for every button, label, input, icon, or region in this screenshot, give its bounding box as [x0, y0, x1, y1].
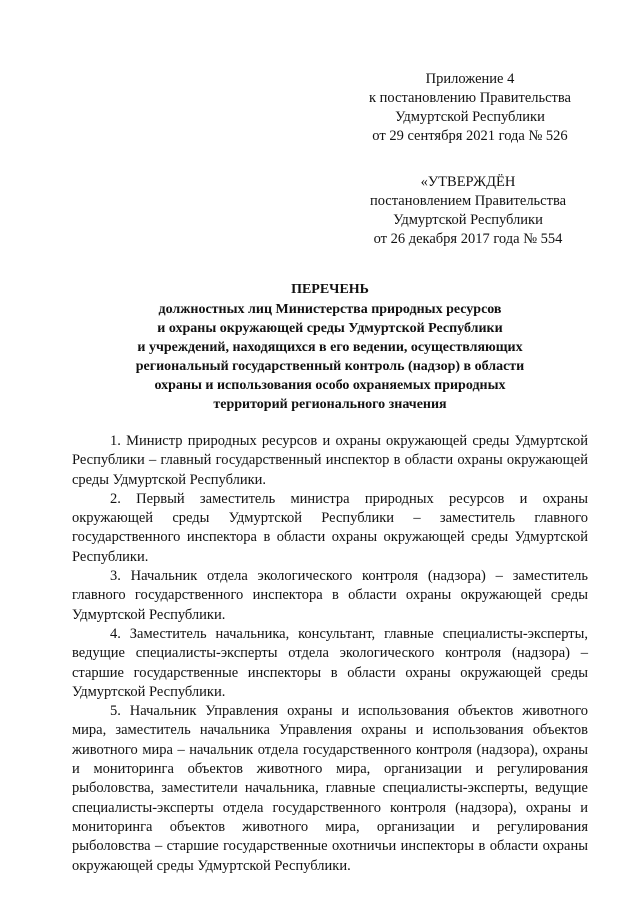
- approval-decree-ref: постановлением Правительства: [369, 193, 567, 209]
- list-item: 1. Министр природных ресурсов и охраны окружающей среды Удмуртской Республики – главный государственный инспектор в области охраны окружающей среды Удмуртской Республики.: [72, 433, 588, 488]
- title-line: и учреждений, находящихся в его ведении, осуществляющих: [137, 340, 523, 355]
- approval-stamp: [318, 173, 618, 249]
- annex-number: Приложение 4: [425, 71, 515, 87]
- title-line: территорий регионального значения: [213, 397, 447, 412]
- list-item: 4. Заместитель начальника, консультант, главные специалисты-эксперты, ведущие специалисты-эксперты отдела экологического контроля (надзора) – старшие государственные инспекторы в области охраны окружающей среды Удмуртской Республики.: [72, 625, 588, 700]
- title-line: региональный государственный контроль (надзор) в области: [135, 359, 525, 374]
- title-line: и охраны окружающей среды Удмуртской Республики: [157, 321, 503, 336]
- annex-date: от 29 сентября 2021 года № 526: [372, 128, 568, 144]
- annex-decree-ref: к постановлению Правительства: [369, 90, 571, 106]
- document-body: [72, 432, 588, 876]
- list-item: 5. Начальник Управления охраны и использования объектов животного мира, заместитель начальника Управления охраны и использования объектов животного мира – начальник отдела государственного контроля (надзора), охраны и мониторинга объектов животного мира, организации и регулирования рыболовства, заместители начальника, главные специалисты-эксперты, ведущие специалисты-эксперты отдела государственного контроля (надзора), охраны и мониторинга объектов животного мира, организации и регулирования рыболовства – старшие государственные охотничьи инспекторы в области охраны окружающей среды Удмуртской Республики.: [72, 703, 588, 874]
- annex-republic: Удмуртской Республики: [395, 109, 545, 125]
- title-line: должностных лиц Министерства природных ресурсов: [158, 302, 502, 317]
- list-item: 3. Начальник отдела экологического контроля (надзора) – заместитель главного государственного инспектора в области охраны окружающей среды Удмуртской Республики.: [72, 568, 588, 623]
- approval-date: от 26 декабря 2017 года № 554: [373, 231, 563, 247]
- approval-republic: Удмуртской Республики: [393, 212, 543, 228]
- annex-header: [320, 70, 620, 146]
- approval-heading: «УТВЕРЖДЁН: [420, 174, 516, 190]
- title-heading: ПЕРЕЧЕНЬ: [291, 282, 369, 297]
- list-item: 2. Первый заместитель министра природных ресурсов и охраны окружающей среды Удмуртской Республики – заместитель главного государственного инспектора в области охраны окружающей среды Удмуртской Республики.: [72, 490, 588, 565]
- document-title: [70, 280, 590, 414]
- title-line: охраны и использования особо охраняемых природных: [154, 378, 506, 393]
